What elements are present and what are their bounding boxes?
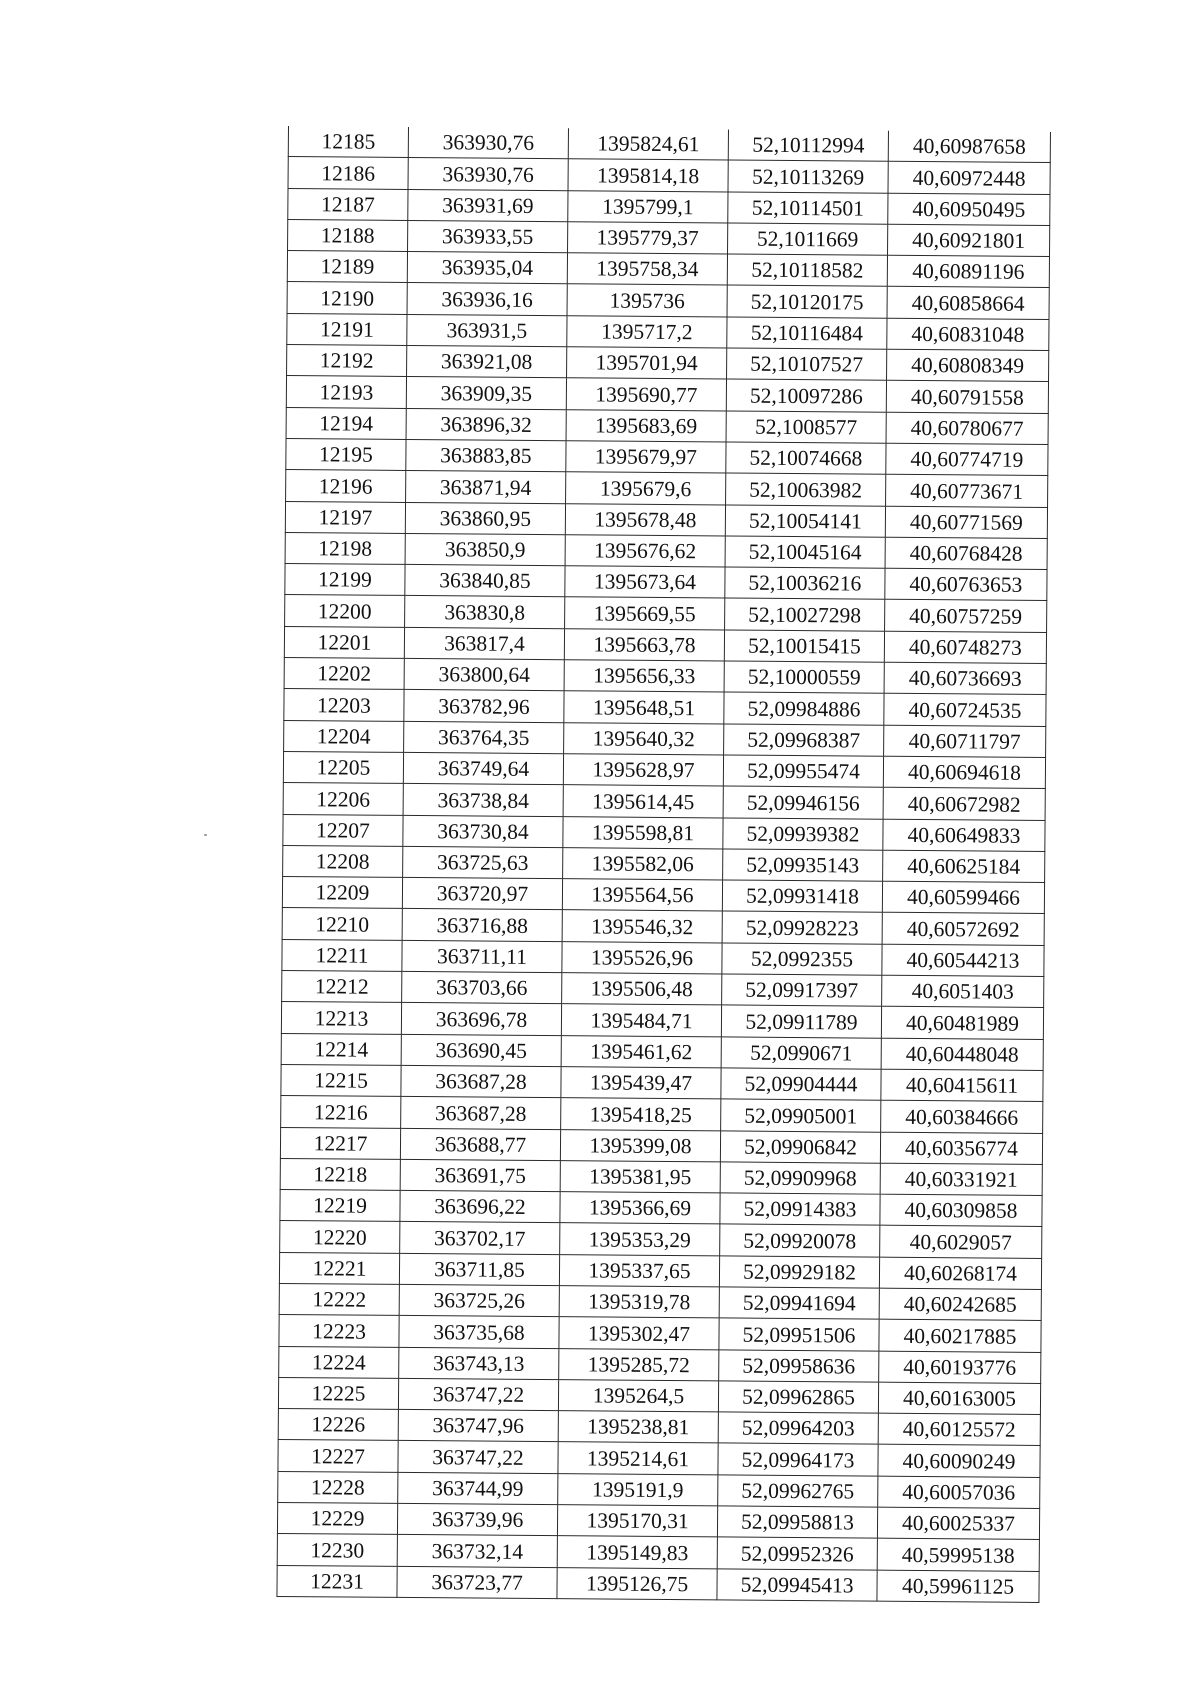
longitude-cell: 40,60987658 [888, 131, 1050, 163]
x-coordinate-cell: 363909,35 [406, 377, 566, 410]
x-coordinate-cell: 363687,28 [401, 1065, 561, 1098]
latitude-cell: 52,09931418 [722, 880, 882, 913]
y-coordinate-cell: 1395779,37 [568, 222, 728, 255]
latitude-cell: 52,09951506 [719, 1318, 879, 1351]
latitude-cell: 52,09939382 [723, 817, 883, 850]
point-number-cell: 12212 [282, 970, 402, 1002]
y-coordinate-cell: 1395302,47 [559, 1317, 719, 1350]
longitude-cell: 40,60125572 [878, 1413, 1040, 1446]
x-coordinate-cell: 363871,94 [406, 471, 566, 504]
x-coordinate-cell: 363747,22 [398, 1441, 558, 1474]
x-coordinate-cell: 363730,84 [403, 815, 563, 848]
point-number-cell: 12200 [285, 595, 405, 627]
longitude-cell: 40,60193776 [879, 1351, 1041, 1384]
longitude-cell: 40,60163005 [878, 1382, 1040, 1415]
point-number-cell: 12203 [284, 689, 404, 721]
latitude-cell: 52,10054141 [725, 505, 885, 538]
longitude-cell: 40,60972448 [888, 162, 1050, 195]
y-coordinate-cell: 1395676,62 [565, 535, 725, 568]
longitude-cell: 40,60649833 [883, 819, 1045, 852]
latitude-cell: 52,10045164 [725, 536, 885, 569]
point-number-cell: 12196 [286, 470, 406, 502]
point-number-cell: 12210 [282, 908, 402, 940]
y-coordinate-cell: 1395439,47 [561, 1067, 721, 1100]
latitude-cell: 52,09962865 [718, 1381, 878, 1414]
longitude-cell: 40,60415611 [881, 1069, 1043, 1102]
longitude-cell: 40,60268174 [879, 1257, 1041, 1290]
y-coordinate-cell: 1395640,32 [564, 722, 724, 755]
y-coordinate-cell: 1395582,06 [563, 848, 723, 881]
y-coordinate-cell: 1395506,48 [562, 973, 722, 1006]
x-coordinate-cell: 363696,78 [401, 1003, 561, 1036]
x-coordinate-cell: 363764,35 [404, 721, 564, 754]
y-coordinate-cell: 1395614,45 [563, 785, 723, 818]
latitude-cell: 52,10112994 [728, 129, 888, 161]
longitude-cell: 40,60694618 [883, 756, 1045, 789]
longitude-cell: 40,60891196 [887, 255, 1049, 288]
point-number-cell: 12205 [283, 751, 403, 783]
point-number-cell: 12187 [288, 188, 408, 220]
y-coordinate-cell: 1395679,97 [566, 441, 726, 474]
latitude-cell: 52,0990671 [721, 1037, 881, 1070]
y-coordinate-cell: 1395673,64 [565, 566, 725, 599]
x-coordinate-cell: 363702,17 [400, 1222, 560, 1255]
y-coordinate-cell: 1395663,78 [564, 628, 724, 661]
y-coordinate-cell: 1395690,77 [566, 378, 726, 411]
longitude-cell: 40,60763653 [885, 568, 1047, 601]
point-number-cell: 12221 [279, 1252, 399, 1284]
y-coordinate-cell: 1395170,31 [557, 1505, 717, 1538]
longitude-cell: 40,60711797 [884, 725, 1046, 758]
point-number-cell: 12216 [281, 1096, 401, 1128]
x-coordinate-cell: 363723,77 [397, 1566, 557, 1599]
x-coordinate-cell: 363935,04 [407, 252, 567, 285]
y-coordinate-cell: 1395285,72 [559, 1348, 719, 1381]
latitude-cell: 52,1008577 [726, 411, 886, 444]
point-number-cell: 12225 [278, 1377, 398, 1409]
point-number-cell: 12222 [279, 1283, 399, 1315]
y-coordinate-cell: 1395669,55 [565, 597, 725, 630]
longitude-cell: 40,60309858 [880, 1194, 1042, 1227]
latitude-cell: 52,09917397 [722, 974, 882, 1007]
x-coordinate-cell: 363743,13 [399, 1347, 559, 1380]
longitude-cell: 40,60599466 [882, 881, 1044, 914]
y-coordinate-cell: 1395717,2 [567, 315, 727, 348]
latitude-cell: 52,09946156 [723, 786, 883, 819]
latitude-cell: 52,09935143 [723, 849, 883, 882]
y-coordinate-cell: 1395264,5 [558, 1380, 718, 1413]
y-coordinate-cell: 1395736 [567, 284, 727, 317]
point-number-cell: 12230 [277, 1534, 397, 1566]
point-number-cell: 12213 [281, 1002, 401, 1034]
point-number-cell: 12220 [280, 1221, 400, 1253]
y-coordinate-cell: 1395484,71 [561, 1004, 721, 1037]
y-coordinate-cell: 1395598,81 [563, 816, 723, 849]
longitude-cell: 40,60791558 [886, 381, 1048, 414]
x-coordinate-cell: 363732,14 [397, 1535, 557, 1568]
y-coordinate-cell: 1395814,18 [568, 159, 728, 192]
x-coordinate-cell: 363817,4 [404, 627, 564, 660]
x-coordinate-cell: 363930,76 [408, 158, 568, 191]
latitude-cell: 52,10120175 [727, 285, 887, 318]
latitude-cell: 52,09958636 [719, 1350, 879, 1383]
x-coordinate-cell: 363930,76 [408, 127, 568, 159]
y-coordinate-cell: 1395126,75 [557, 1567, 717, 1600]
latitude-cell: 52,09962765 [718, 1475, 878, 1508]
longitude-cell: 40,60384666 [881, 1100, 1043, 1133]
longitude-cell: 40,60736693 [884, 662, 1046, 695]
coordinates-table [276, 126, 1051, 1603]
latitude-cell: 52,09984886 [724, 692, 884, 725]
point-number-cell: 12218 [280, 1158, 400, 1190]
latitude-cell: 52,09920078 [720, 1224, 880, 1257]
point-number-cell: 12207 [283, 814, 403, 846]
longitude-cell: 40,60780677 [886, 412, 1048, 445]
x-coordinate-cell: 363883,85 [406, 439, 566, 472]
latitude-cell: 52,09909968 [720, 1162, 880, 1195]
latitude-cell: 52,09905001 [721, 1099, 881, 1132]
latitude-cell: 52,10116484 [727, 317, 887, 350]
latitude-cell: 52,10113269 [728, 160, 888, 193]
latitude-cell: 52,09906842 [720, 1130, 880, 1163]
point-number-cell: 12231 [277, 1565, 397, 1597]
point-number-cell: 12188 [288, 219, 408, 251]
point-number-cell: 12215 [281, 1064, 401, 1096]
point-number-cell: 12194 [286, 407, 406, 439]
y-coordinate-cell: 1395648,51 [564, 691, 724, 724]
latitude-cell: 52,09911789 [721, 1005, 881, 1038]
longitude-cell: 40,60748273 [884, 631, 1046, 664]
longitude-cell: 40,60771569 [885, 506, 1047, 539]
latitude-cell: 52,09928223 [722, 911, 882, 944]
point-number-cell: 12192 [287, 345, 407, 377]
longitude-cell: 40,60724535 [884, 694, 1046, 727]
x-coordinate-cell: 363688,77 [400, 1128, 560, 1161]
longitude-cell: 40,59961125 [877, 1570, 1039, 1603]
longitude-cell: 40,60481989 [881, 1007, 1043, 1040]
latitude-cell: 52,09929182 [719, 1256, 879, 1289]
x-coordinate-cell: 363725,26 [399, 1284, 559, 1317]
point-number-cell: 12185 [288, 126, 408, 158]
latitude-cell: 52,09968387 [724, 724, 884, 757]
longitude-cell: 40,60331921 [880, 1163, 1042, 1196]
latitude-cell: 52,10036216 [725, 567, 885, 600]
x-coordinate-cell: 363860,95 [405, 502, 565, 535]
point-number-cell: 12201 [284, 626, 404, 658]
longitude-cell: 40,60057036 [878, 1476, 1040, 1509]
longitude-cell: 40,60831048 [887, 318, 1049, 351]
point-number-cell: 12186 [288, 157, 408, 189]
point-number-cell: 12214 [281, 1033, 401, 1065]
x-coordinate-cell: 363720,97 [402, 878, 562, 911]
longitude-cell: 40,60356774 [880, 1132, 1042, 1165]
longitude-cell: 40,60773671 [886, 474, 1048, 507]
point-number-cell: 12208 [283, 845, 403, 877]
y-coordinate-cell: 1395461,62 [561, 1035, 721, 1068]
y-coordinate-cell: 1395679,6 [566, 472, 726, 505]
point-number-cell: 12195 [286, 438, 406, 470]
longitude-cell: 40,60808349 [887, 349, 1049, 382]
x-coordinate-cell: 363711,85 [399, 1253, 559, 1286]
latitude-cell: 52,10114501 [728, 192, 888, 225]
y-coordinate-cell: 1395399,08 [560, 1129, 720, 1162]
x-coordinate-cell: 363830,8 [405, 596, 565, 629]
x-coordinate-cell: 363711,11 [402, 940, 562, 973]
latitude-cell: 52,09941694 [719, 1287, 879, 1320]
longitude-cell: 40,60774719 [886, 443, 1048, 476]
point-number-cell: 12224 [279, 1346, 399, 1378]
x-coordinate-cell: 363850,9 [405, 533, 565, 566]
x-coordinate-cell: 363896,32 [406, 408, 566, 441]
latitude-cell: 52,10015415 [724, 630, 884, 663]
point-number-cell: 12227 [278, 1440, 398, 1472]
longitude-cell: 40,6051403 [882, 975, 1044, 1008]
y-coordinate-cell: 1395546,32 [562, 910, 722, 943]
longitude-cell: 40,60544213 [882, 944, 1044, 977]
point-number-cell: 12193 [286, 376, 406, 408]
point-number-cell: 12199 [285, 564, 405, 596]
x-coordinate-cell: 363931,5 [407, 314, 567, 347]
y-coordinate-cell: 1395191,9 [558, 1473, 718, 1506]
longitude-cell: 40,60025337 [877, 1507, 1039, 1540]
latitude-cell: 52,09964173 [718, 1443, 878, 1476]
x-coordinate-cell: 363747,96 [398, 1410, 558, 1443]
point-number-cell: 12223 [279, 1315, 399, 1347]
y-coordinate-cell: 1395683,69 [566, 409, 726, 442]
x-coordinate-cell: 363840,85 [405, 565, 565, 598]
y-coordinate-cell: 1395678,48 [565, 503, 725, 536]
x-coordinate-cell: 363725,63 [403, 846, 563, 879]
latitude-cell: 52,09904444 [721, 1068, 881, 1101]
longitude-cell: 40,60921801 [888, 224, 1050, 257]
y-coordinate-cell: 1395149,83 [557, 1536, 717, 1569]
latitude-cell: 52,0992355 [722, 943, 882, 976]
latitude-cell: 52,10000559 [724, 661, 884, 694]
scan-speck [204, 834, 207, 836]
y-coordinate-cell: 1395526,96 [562, 941, 722, 974]
latitude-cell: 52,09914383 [720, 1193, 880, 1226]
x-coordinate-cell: 363696,22 [400, 1191, 560, 1224]
y-coordinate-cell: 1395353,29 [560, 1223, 720, 1256]
latitude-cell: 52,10107527 [727, 348, 887, 381]
x-coordinate-cell: 363747,22 [398, 1378, 558, 1411]
x-coordinate-cell: 363921,08 [407, 346, 567, 379]
x-coordinate-cell: 363744,99 [398, 1472, 558, 1505]
x-coordinate-cell: 363703,66 [402, 971, 562, 1004]
point-number-cell: 12217 [280, 1127, 400, 1159]
x-coordinate-cell: 363931,69 [408, 189, 568, 222]
latitude-cell: 52,10063982 [726, 473, 886, 506]
coordinates-table-body [277, 126, 1051, 1602]
y-coordinate-cell: 1395564,56 [562, 879, 722, 912]
point-number-cell: 12209 [282, 877, 402, 909]
x-coordinate-cell: 363739,96 [397, 1503, 557, 1536]
y-coordinate-cell: 1395381,95 [560, 1160, 720, 1193]
y-coordinate-cell: 1395319,78 [559, 1286, 719, 1319]
longitude-cell: 40,6029057 [880, 1226, 1042, 1259]
latitude-cell: 52,09952326 [717, 1537, 877, 1570]
point-number-cell: 12226 [278, 1409, 398, 1441]
longitude-cell: 40,60217885 [879, 1319, 1041, 1352]
x-coordinate-cell: 363738,84 [403, 784, 563, 817]
y-coordinate-cell: 1395656,33 [564, 660, 724, 693]
y-coordinate-cell: 1395628,97 [563, 754, 723, 787]
longitude-cell: 40,60858664 [887, 287, 1049, 320]
point-number-cell: 12198 [285, 532, 405, 564]
x-coordinate-cell: 363749,64 [403, 752, 563, 785]
point-number-cell: 12211 [282, 939, 402, 971]
y-coordinate-cell: 1395214,61 [558, 1442, 718, 1475]
y-coordinate-cell: 1395824,61 [568, 128, 728, 160]
longitude-cell: 40,60090249 [878, 1445, 1040, 1478]
point-number-cell: 12190 [287, 282, 407, 314]
x-coordinate-cell: 363936,16 [407, 283, 567, 316]
x-coordinate-cell: 363687,28 [401, 1097, 561, 1130]
longitude-cell: 40,60242685 [879, 1288, 1041, 1321]
y-coordinate-cell: 1395418,25 [561, 1098, 721, 1131]
x-coordinate-cell: 363782,96 [404, 690, 564, 723]
point-number-cell: 12202 [284, 658, 404, 690]
point-number-cell: 12219 [280, 1190, 400, 1222]
x-coordinate-cell: 363690,45 [401, 1034, 561, 1067]
y-coordinate-cell: 1395758,34 [567, 253, 727, 286]
point-number-cell: 12228 [278, 1471, 398, 1503]
latitude-cell: 52,09958813 [717, 1506, 877, 1539]
point-number-cell: 12191 [287, 313, 407, 345]
point-number-cell: 12206 [283, 783, 403, 815]
latitude-cell: 52,10097286 [726, 379, 886, 412]
point-number-cell: 12189 [287, 251, 407, 283]
point-number-cell: 12197 [285, 501, 405, 533]
latitude-cell: 52,10027298 [725, 598, 885, 631]
x-coordinate-cell: 363735,68 [399, 1316, 559, 1349]
longitude-cell: 40,60757259 [885, 600, 1047, 633]
y-coordinate-cell: 1395701,94 [567, 347, 727, 380]
x-coordinate-cell: 363691,75 [400, 1159, 560, 1192]
point-number-cell: 12204 [284, 720, 404, 752]
y-coordinate-cell: 1395366,69 [560, 1192, 720, 1225]
y-coordinate-cell: 1395337,65 [559, 1254, 719, 1287]
longitude-cell: 40,60950495 [888, 193, 1050, 226]
y-coordinate-cell: 1395799,1 [568, 190, 728, 223]
latitude-cell: 52,09945413 [717, 1569, 877, 1602]
latitude-cell: 52,1011669 [728, 223, 888, 256]
longitude-cell: 40,60448048 [881, 1038, 1043, 1071]
table-row [277, 1565, 1039, 1602]
x-coordinate-cell: 363800,64 [404, 658, 564, 691]
latitude-cell: 52,09964203 [718, 1412, 878, 1445]
point-number-cell: 12229 [277, 1503, 397, 1535]
x-coordinate-cell: 363933,55 [408, 220, 568, 253]
latitude-cell: 52,09955474 [723, 755, 883, 788]
latitude-cell: 52,10074668 [726, 442, 886, 475]
longitude-cell: 40,60768428 [885, 537, 1047, 570]
latitude-cell: 52,10118582 [727, 254, 887, 287]
longitude-cell: 40,60572692 [882, 913, 1044, 946]
longitude-cell: 40,60672982 [883, 787, 1045, 820]
longitude-cell: 40,59995138 [877, 1539, 1039, 1572]
y-coordinate-cell: 1395238,81 [558, 1411, 718, 1444]
x-coordinate-cell: 363716,88 [402, 909, 562, 942]
longitude-cell: 40,60625184 [883, 850, 1045, 883]
